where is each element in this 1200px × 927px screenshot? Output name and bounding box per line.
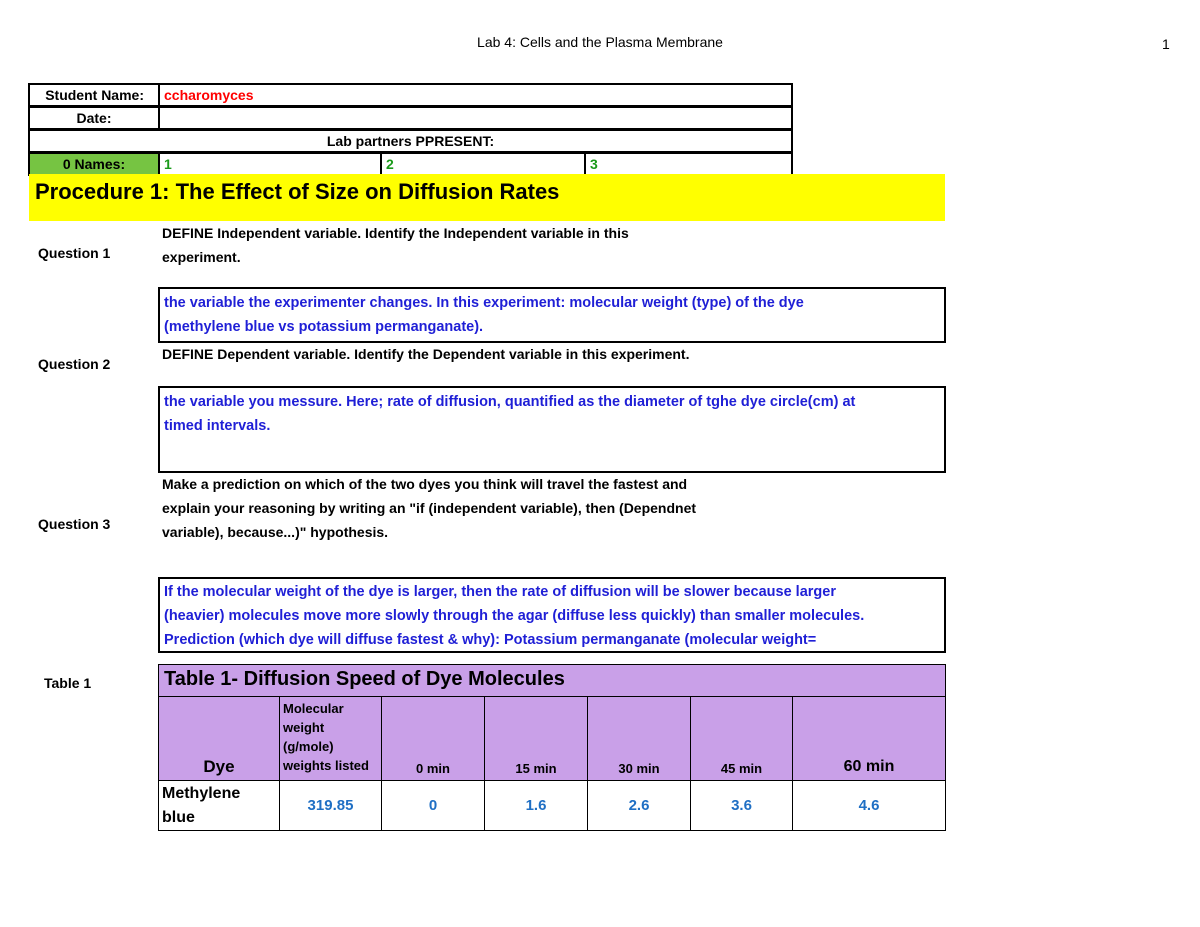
header-mw-line: weight [283,720,325,735]
header-molecular-weight [279,696,382,781]
question-3-answer[interactable] [158,577,946,653]
answer-line: timed intervals. [164,418,271,434]
dye-name-line: Methylene [162,785,241,802]
names-label: 0 Names: [28,152,160,176]
answer-line: (methylene blue vs potassium permanganate). [164,319,484,335]
cell-45-min[interactable]: 3.6 [690,780,793,831]
header-30-min: 30 min [587,696,691,781]
question-1-label: Question 1 [38,245,111,261]
cell-molecular-weight[interactable]: 319.85 [279,780,382,831]
question-3-prompt-line: Make a prediction on which of the two dyes you think will travel the fastest and [162,476,688,492]
question-3-label: Question 3 [38,516,111,532]
question-3-prompt-line: explain your reasoning by writing an "if (independent variable), then (Dependnet [162,500,697,516]
header-mw-line: (g/mole) [283,739,334,754]
cell-60-min[interactable]: 4.6 [792,780,946,831]
date-label: Date: [28,106,160,130]
answer-line: the variable you messure. Here; rate of diffusion, quantified as the diameter of tghe dye circle(cm) at [164,394,856,410]
header-45-min: 45 min [690,696,793,781]
cell-0-min[interactable]: 0 [381,780,485,831]
header-15-min: 15 min [484,696,588,781]
dye-name-line: blue [162,809,195,826]
page-header: Lab 4: Cells and the Plasma Membrane [477,34,723,50]
question-1-prompt-line: DEFINE Independent variable. Identify the Independent variable in this [162,225,629,241]
answer-line: (heavier) molecules move more slowly through the agar (diffuse less quickly) than smaller molecules. [164,608,865,624]
question-1-prompt-line: experiment. [162,249,241,265]
question-2-label: Question 2 [38,356,111,372]
question-1-answer[interactable] [158,287,946,343]
answer-line: Prediction (which dye will diffuse fastest & why): Potassium permanganate (molecular weight= [164,632,817,648]
header-mw-line: Molecular [283,701,344,716]
partner-3-field[interactable]: 3 [584,152,793,176]
answer-line: the variable the experimenter changes. In this experiment: molecular weight (type) of the dye [164,295,804,311]
table-1-side-label: Table 1 [44,675,92,691]
header-mw-line: weights listed [283,758,369,773]
question-3-prompt-line: variable), because...)" hypothesis. [162,524,389,540]
cell-15-min[interactable]: 1.6 [484,780,588,831]
header-60-min: 60 min [792,696,946,781]
table-1-title: Table 1- Diffusion Speed of Dye Molecules [158,664,946,697]
lab-partners-label: Lab partners PPRESENT: [28,129,793,153]
cell-30-min[interactable]: 2.6 [587,780,691,831]
question-2-answer[interactable] [158,386,946,473]
student-name-value[interactable]: ccharomyces [158,83,793,107]
question-2-prompt: DEFINE Dependent variable. Identify the Dependent variable in this experiment. [162,346,690,362]
question-1-prompt [162,221,629,269]
question-3-prompt [162,472,696,544]
student-name-label: Student Name: [28,83,160,107]
row-dye-name [158,780,280,831]
partner-2-field[interactable]: 2 [380,152,586,176]
header-dye: Dye [158,696,280,781]
date-value[interactable] [158,106,793,130]
answer-line: If the molecular weight of the dye is larger, then the rate of diffusion will be slower because larger [164,584,836,600]
partner-1-field[interactable]: 1 [158,152,382,176]
header-0-min: 0 min [381,696,485,781]
page-number: 1 [1162,36,1170,52]
procedure-title: Procedure 1: The Effect of Size on Diffusion Rates [29,174,945,221]
